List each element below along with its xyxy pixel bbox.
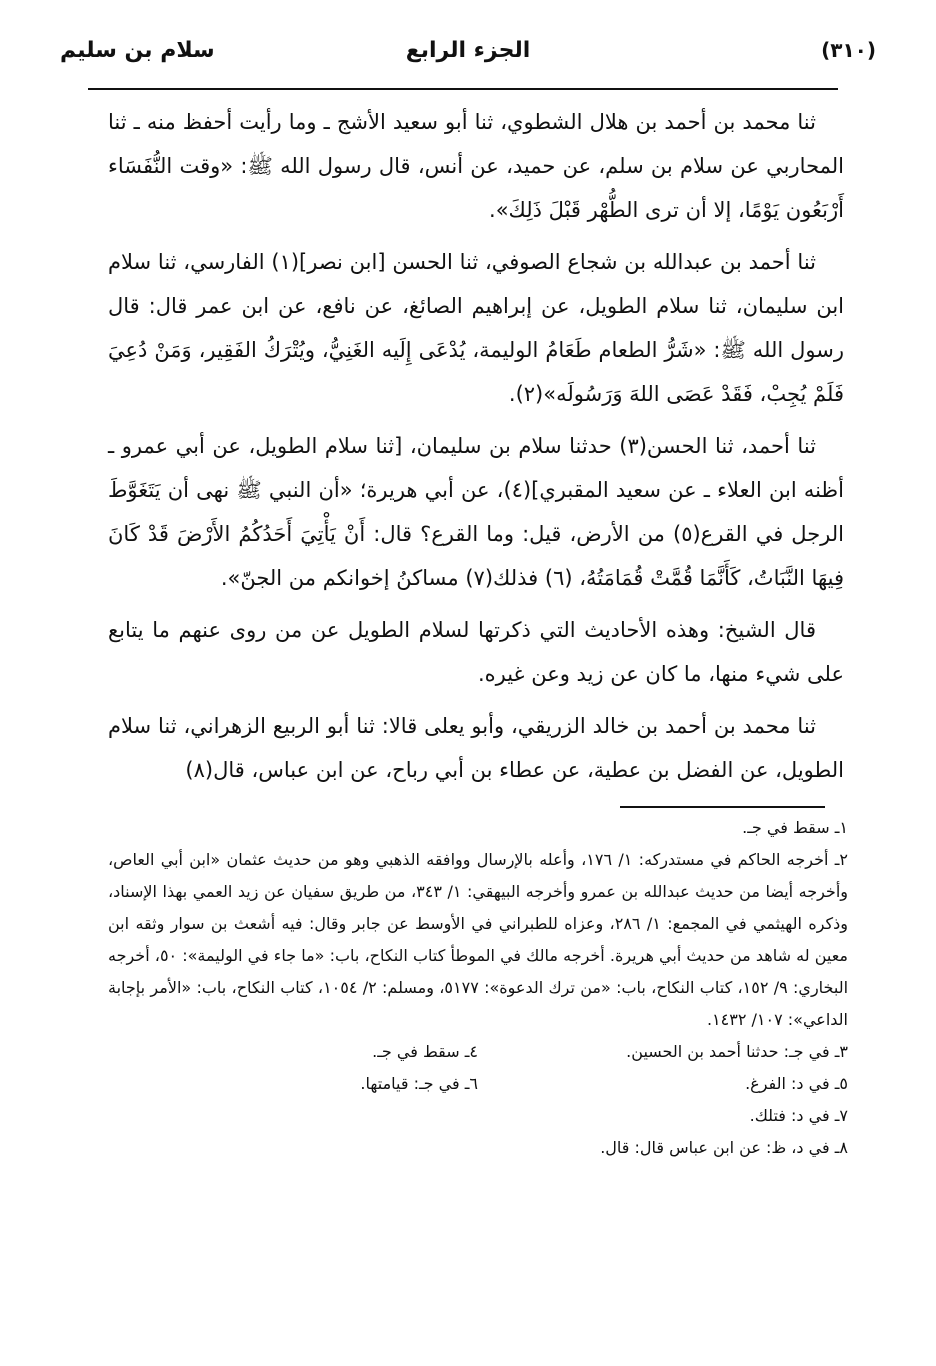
page-header [60, 30, 876, 80]
header-divider [88, 88, 838, 90]
paragraph: ثنا أحمد، ثنا الحسن(٣) حدثنا سلام بن سليمان، [ثنا سلام الطويل، عن أبي عمرو ـ أظنه ابن العلاء ـ عن سعيد المقبري](٤)، عن أبي هريرة؛ «أن النبي ﷺ نهى أن يَتَغَوَّطَ الرجل في القرع(٥) من الأرض، قيل: وما القرع؟ قال: أَنْ يَأْتِيَ أَحَدُكُمُ الأَرْضَ قَدْ كَانَ فِيهَا النَّبَاتُ، كَأَنَّمَا قُمَّتْ قُمَامَتُهُ، (٦) فذلك(٧) مساكنُ إخوانكم من الجنّ». [108, 434, 845, 590]
main-text [108, 100, 844, 800]
footnote-divider [620, 806, 825, 808]
footnote: ٧ـ في د: فتلك. [749, 1106, 848, 1125]
running-title: سلام بن سليم [60, 38, 215, 63]
footnote: ٦ـ في جـ: قيامتها. [360, 1074, 478, 1093]
footnote: ٣ـ في جـ: حدثنا أحمد بن الحسين. [626, 1042, 848, 1061]
footnotes [108, 812, 848, 1164]
paragraph: ثنا محمد بن أحمد بن هلال الشطوي، ثنا أبو سعيد الأشج ـ وما رأيت أحفظ منه ـ ثنا المحاربي عن سلام بن سلم، عن حميد، عن أنس، قال رسول الله ﷺ: «وقت النُّفَسَاء أَرْبَعُون يَوْمًا، إلا أن ترى الطُّهْر قَبْلَ ذَلِكَ». [108, 110, 844, 222]
footnote: ٨ـ في د، ظ: عن ابن عباس قال: قال. [600, 1138, 848, 1157]
footnote: ٥ـ في د: الفرغ. [745, 1074, 848, 1093]
footnote: ١ـ سقط في جـ. [742, 818, 848, 837]
footnote: ٢ـ أخرجه الحاكم في مستدركه: ١/ ١٧٦، وأعله بالإرسال ووافقه الذهبي وهو من حديث عثمان «ابن أبي العاص، وأخرجه أيضا من حديث عبدالله بن عمرو وأخرجه البيهقي: ١/ ٣٤٣، من طريق سفيان عن زيد العمي بهذا الإسناد، وذكره الهيثمي في المجمع: ١/ ٢٨٦، وعزاه للطبراني في الأوسط عن جابر وقال: فيه أشعث بن سوار وثقه ابن معين له شاهد من حديث أبي هريرة. أخرجه مالك في الموطأ كتاب النكاح، باب: «ما جاء في الوليمة»: ٥٠، أخرجه البخاري: ٩/ ١٥٢، كتاب النكاح، باب: «من ترك الدعوة»: ٥١٧٧، ومسلم: ٢/ ١٠٥٤، كتاب النكاح، باب: «الأمر بإجابة الداعي»: ١٠٧/ ١٤٣٢. [108, 850, 849, 1029]
part-title: الجزء الرابع [405, 38, 531, 63]
footnote-row [108, 1068, 848, 1100]
paragraph: قال الشيخ: وهذه الأحاديث التي ذكرتها لسلام الطويل عن من روى عنهم ما يتابع على شيء منها، ما كان عن زيد وعن غيره. [108, 618, 844, 686]
page-number: (٣١٠) [821, 38, 876, 62]
footnote-row [108, 1036, 848, 1068]
paragraph: ثنا محمد بن أحمد بن خالد الزريقي، وأبو يعلى قالا: ثنا أبو الربيع الزهراني، ثنا سلام الطويل، عن الفضل بن عطية، عن عطاء بن أبي رباح، عن ابن عباس، قال(٨) [108, 714, 844, 782]
paragraph: ثنا أحمد بن عبدالله بن شجاع الصوفي، ثنا الحسن [ابن نصر](١) الفارسي، ثنا سلام ابن سليمان، ثنا سلام الطويل، عن إبراهيم الصائغ، عن نافع، عن ابن عمر قال: قال رسول الله ﷺ: «شَرُّ الطعام طَعَامُ الوليمة، يُدْعَى إِلَيه الغَنِيُّ، ويُتْرَكُ الفَقِير، وَمَنْ دُعِيَ فَلَمْ يُجِبْ، فَقَدْ عَصَى اللهَ وَرَسُولَه»(٢). [108, 250, 844, 406]
footnote: ٤ـ سقط في جـ. [372, 1042, 478, 1061]
